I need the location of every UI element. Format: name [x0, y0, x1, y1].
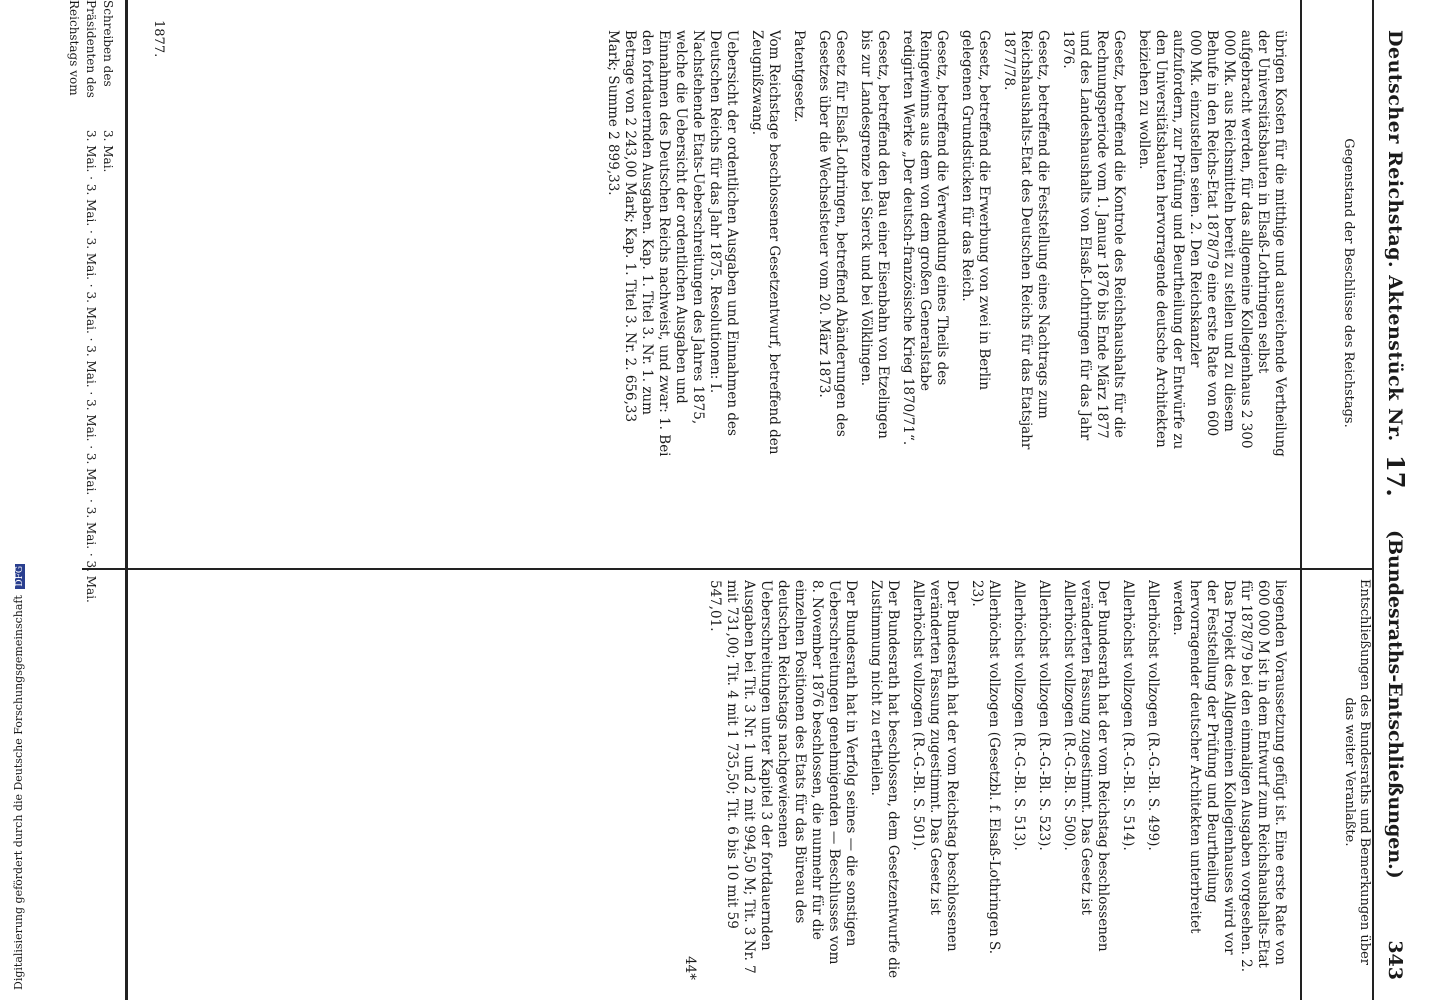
row-date: 3. Mai. — [101, 130, 115, 173]
sidebar-text: Digitalisierung gefördert durch die Deutsche Forschungsgemeinschaft — [12, 595, 25, 990]
row-date: 3. Mai. — [84, 130, 98, 173]
footer-mark: 44* — [682, 956, 698, 980]
resolution-entry: liegenden Voraussetzung gefügt ist. Eine erste Rate von 600 000 M ist in dem Entwurf zum Reichshaushalts-Etat für 1878/79 bei den einmaligen Ausgaben vorgesehen. 2. Das Projekt des Allgemeinen Kollegienhauses wird vor der Feststellung der Prüfung und Beurtheilung hervorragender deutscher Architekten unterbreitet werden. — [1170, 580, 1288, 973]
subject-entry: Gesetz, betreffend den Bau einer Eisenbahn von Etzelingen bis zur Landesgrenze bei Sierck und bei Völklingen. — [858, 30, 891, 439]
year-label: 1877. — [151, 20, 166, 58]
dates-strip — [99, 130, 116, 930]
resolution-entry: Der Bundesrath hat der vom Reichstag beschlossenen veränderten Fassung zugestimmt. Das Gesetz ist Allerhöchst vollzogen (R.-G.-Bl. S. 500). — [1061, 580, 1111, 952]
resolution-entry: Der Bundesrath hat der vom Reichstag beschlossenen veränderten Fassung zugestimmt. Das Gesetz ist Allerhöchst vollzogen (R.-G.-Bl. S. 501). — [910, 580, 960, 952]
column-divider-1 — [82, 568, 1372, 570]
date-column-head: Schreiben des Präsidenten des Reichstags vom — [67, 0, 115, 98]
subject-entry: Patentgesetz. — [791, 30, 807, 123]
resolution-entry: Allerhöchst vollzogen (R.-G.-Bl. S. 514). — [1120, 580, 1136, 851]
column-divider-2 — [125, 0, 128, 1000]
subject-entry: Gesetz, betreffend die Verwendung eines Theils des Reingewinns aus dem von dem großen Generalstabe redigirten Werke „Der deutsch-französische Krieg 1870/71“. — [900, 30, 950, 446]
subject-column-head: Gegenstand der Beschlüsse des Reichstags. — [1341, 138, 1356, 428]
dfg-badge: DFG — [15, 565, 25, 587]
dfg-sidebar — [12, 564, 25, 990]
subject-entry: Gesetz, betreffend die Feststellung eines Nachtrags zum Reichshaushalts-Etat des Deutschen Reichs für das Etatsjahr 1877/78. — [1001, 30, 1051, 450]
header-subtitle: (Bundesraths-Entschließungen.) — [1384, 530, 1406, 879]
row-date: 3. Mai. — [84, 237, 98, 280]
resolution-entry: Der Bundesrath hat in Verfolg seines — die sonstigen Ueberschreitungen genehmigenden — Beschlusses vom 8. November 1876 beschlossen, die nunmehr für die einzelnen Positionen des Etats für das Büreau des deutschen Reichstags nachgewiesenen Ueberschreitungen unter Kapitel 3 der fortdauernden Ausgaben bei Tit. 3 Nr. 1 und 2 mit 994,50 M; Tit. 3 Nr. 7 mit 731,00; Tit. 4 mit 1 735,50; Tit. 6 bis 10 mit 59 547,01. — [707, 580, 859, 974]
resolution-entry: Allerhöchst vollzogen (Gesetzbl. f. Elsaß-Lothringen S. 23). — [969, 580, 1002, 955]
header-title: Deutscher Reichstag. Aktenstück Nr. — [1384, 30, 1406, 442]
resolution-entry: Allerhöchst vollzogen (R.-G.-Bl. S. 499). — [1145, 580, 1161, 851]
subject-column — [138, 30, 1288, 460]
row-date: 3. Mai. — [84, 291, 98, 334]
resolution-entry: Allerhöchst vollzogen (R.-G.-Bl. S. 523). — [1036, 580, 1052, 851]
subject-entry: Vom Reichstage beschlossener Gesetzentwurf, betreffend den Zeugnißzwang. — [749, 30, 782, 455]
document-number: 17. — [1381, 455, 1410, 497]
subject-entry: Gesetz, betreffend die Kontrole des Reichshaushalts für die Rechnungsperiode vom 1. Januar 1876 bis Ende März 1877 und des Landeshaushalts von Elsaß-Lothringen für das Jahr 1876. — [1060, 30, 1127, 441]
subject-entry: übrigen Kosten für die mitthige und ausreichende Vertheilung der Universitätsbauten in Elsaß-Lothringen selbst aufgebracht werden, für das allgemeine Kollegienhaus 2 300 000 Mk. aus Reichsmitteln bereit zu stellen und zu diesem Behufe in den Reichs-Etat 1878/79 eine erste Rate von 600 000 Mk. einzustellen seien. 2. Den Reichskanzler aufzufordern, zur Prüfung und Beurtheilung der Entwürfe zu den Universitätsbauten hervorragende deutsche Architekten beiziehen zu wollen. — [1136, 30, 1288, 457]
header-rule — [1300, 0, 1302, 1000]
resolution-entry: Allerhöchst vollzogen (R.-G.-Bl. S. 513). — [1011, 580, 1027, 851]
subject-entry: Uebersicht der ordentlichen Ausgaben und Einnahmen des Deutschen Reichs für das Jahr 1875. Resolutionen: I. Nachstehende Etats-Ueberschreitungen des Jahres 1875, welche die Uebersicht der ordentlichen Ausgaben und Einnahmen des Deutschen Reichs nachweist, und zwar: 1. Bei den fortdauernden Ausgaben. Kap. 1. Titel 3. Nr. 1. zum Betrage von 2 243,00 Mark; Kap. 1. Titel 3. Nr. 2. 656,33 Mark; Summe 2 899,33. — [605, 30, 740, 457]
subject-entry: Gesetz für Elsaß-Lothringen, betreffend Abänderungen des Gesetzes über die Wechselsteuer vom 20. März 1873. — [816, 30, 849, 437]
subject-entry: Gesetz, betreffend die Erwerbung von zwei in Berlin gelegenen Grundstücken für das Reich. — [959, 30, 992, 391]
row-date: 3. Mai. — [84, 183, 98, 227]
row-date: 3. Mai. — [84, 452, 98, 496]
resolution-column — [138, 580, 1288, 980]
row-date: 3. Mai. — [84, 345, 98, 388]
page-number: 343 — [1384, 940, 1406, 980]
date-list: 3. Mai. · 3. Mai. · 3. Mai. · 3. Mai. · 3. Mai. · 3. Mai. · 3. Mai. · 3. Mai. · 3. Mai. — [84, 130, 98, 603]
row-date: 3. Mai. — [84, 560, 98, 603]
row-date: 3. Mai. — [84, 399, 98, 442]
resolution-column-head: Entschließungen des Bundesraths und Bemerkungen über das weiter Veranlaßte. — [1342, 579, 1372, 965]
resolution-entry: Der Bundesrath hat beschlossen, dem Gesetzentwurfe die Zustimmung nicht zu ertheilen. — [868, 580, 901, 979]
row-date: 3. Mai. — [84, 506, 98, 550]
page-header — [1372, 0, 1416, 1000]
